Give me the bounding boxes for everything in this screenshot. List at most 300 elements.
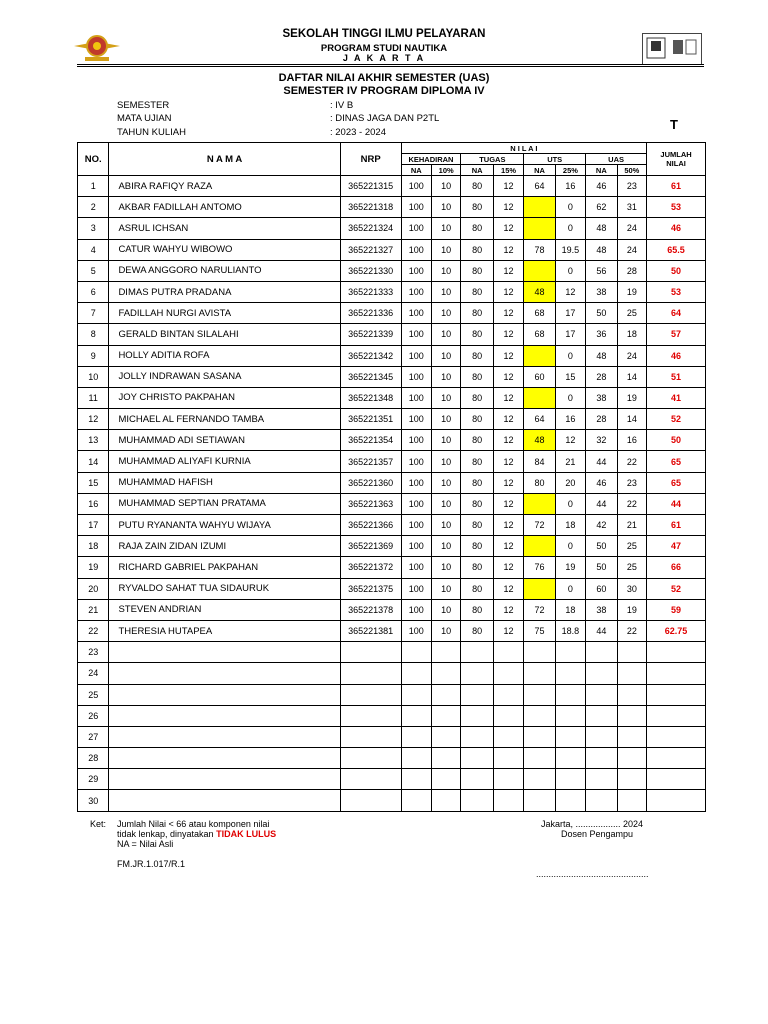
table-row xyxy=(78,260,706,281)
cell-uts-na xyxy=(524,536,555,557)
info-label-semester: SEMESTER xyxy=(117,100,170,111)
cell-kehadiran-na xyxy=(401,790,431,811)
cell-tugas-pct: 12 xyxy=(493,324,523,345)
cell-jumlah-nilai: 53 xyxy=(647,197,706,218)
cell-no: 15 xyxy=(78,472,109,493)
cell-kehadiran-na: 100 xyxy=(401,409,431,430)
info-value-tahun-kuliah: : 2023 - 2024 xyxy=(330,127,386,138)
cell-kehadiran-na: 100 xyxy=(401,197,431,218)
cell-nrp: 365221363 xyxy=(340,493,401,514)
cell-uas-na: 28 xyxy=(586,366,617,387)
cell-uts-na xyxy=(524,197,555,218)
cell-nrp: 365221372 xyxy=(340,557,401,578)
cell-tugas-na: 80 xyxy=(461,472,493,493)
cell-tugas-na xyxy=(461,748,493,769)
cell-tugas-na: 80 xyxy=(461,197,493,218)
cell-uas-pct: 16 xyxy=(617,430,647,451)
cell-tugas-pct: 12 xyxy=(493,239,523,260)
cell-no: 7 xyxy=(78,303,109,324)
header-nama: N A M A xyxy=(109,143,340,176)
cell-uas-pct: 25 xyxy=(617,536,647,557)
cell-tugas-pct: 12 xyxy=(493,493,523,514)
cell-tugas-na: 80 xyxy=(461,345,493,366)
cell-tugas-pct xyxy=(493,663,523,684)
cell-nrp: 365221354 xyxy=(340,430,401,451)
cell-tugas-pct xyxy=(493,684,523,705)
cell-nrp: 365221366 xyxy=(340,515,401,536)
cell-no: 6 xyxy=(78,281,109,302)
header-nilai-label: NILAI xyxy=(666,159,686,168)
cell-kehadiran-na xyxy=(401,684,431,705)
cell-jumlah-nilai: 52 xyxy=(647,578,706,599)
cell-kehadiran-pct: 10 xyxy=(431,620,460,641)
footer-note-2-text: tidak lenkap, dinyatakan xyxy=(117,829,217,839)
cell-tugas-pct: 12 xyxy=(493,472,523,493)
cell-tugas-pct xyxy=(493,642,523,663)
cell-uas-pct: 31 xyxy=(617,197,647,218)
cell-no: 17 xyxy=(78,515,109,536)
cell-uas-na: 50 xyxy=(586,303,617,324)
header-tugas: TUGAS xyxy=(461,154,524,165)
institution-name: SEKOLAH TINGGI ILMU PELAYARAN xyxy=(282,28,486,40)
cell-kehadiran-na: 100 xyxy=(401,599,431,620)
cell-uts-pct: 0 xyxy=(555,218,585,239)
cell-uas-pct: 22 xyxy=(617,451,647,472)
cell-uts-pct: 16 xyxy=(555,409,585,430)
header-uas: UAS xyxy=(586,154,647,165)
cell-jumlah-nilai xyxy=(647,748,706,769)
header-pct-15: 15% xyxy=(493,165,523,176)
cell-tugas-pct xyxy=(493,726,523,747)
program-name: PROGRAM STUDI NAUTIKA xyxy=(320,43,448,54)
cell-uas-pct xyxy=(617,663,647,684)
cell-no: 11 xyxy=(78,387,109,408)
cell-nama xyxy=(109,748,340,769)
cell-no: 12 xyxy=(78,409,109,430)
cell-kehadiran-na: 100 xyxy=(401,345,431,366)
cell-nrp: 365221381 xyxy=(340,620,401,641)
cell-no: 28 xyxy=(78,748,109,769)
cell-tugas-na: 80 xyxy=(461,303,493,324)
cell-kehadiran-na xyxy=(401,726,431,747)
cell-kehadiran-pct xyxy=(431,748,460,769)
cell-no: 3 xyxy=(78,218,109,239)
cell-kehadiran-na xyxy=(401,748,431,769)
cell-uas-na: 28 xyxy=(586,409,617,430)
cell-no: 10 xyxy=(78,366,109,387)
cell-jumlah-nilai xyxy=(647,663,706,684)
cell-nama xyxy=(109,769,340,790)
table-row xyxy=(78,684,706,705)
cell-kehadiran-na: 100 xyxy=(401,430,431,451)
cell-nama xyxy=(109,684,340,705)
cell-uas-pct: 24 xyxy=(617,218,647,239)
cell-nama: CATUR WAHYU WIBOWO xyxy=(109,239,340,260)
cell-no: 27 xyxy=(78,726,109,747)
header-pct-10: 10% xyxy=(431,165,460,176)
cell-uts-na: 80 xyxy=(524,472,555,493)
cell-kehadiran-na: 100 xyxy=(401,515,431,536)
cell-uts-pct: 0 xyxy=(555,260,585,281)
cell-uts-pct xyxy=(555,684,585,705)
header-na: NA xyxy=(586,165,617,176)
header-na: NA xyxy=(524,165,555,176)
cell-tugas-pct: 12 xyxy=(493,260,523,281)
table-row xyxy=(78,176,706,197)
cell-uts-na: 68 xyxy=(524,303,555,324)
cell-kehadiran-pct: 10 xyxy=(431,303,460,324)
cell-jumlah-nilai: 44 xyxy=(647,493,706,514)
cell-kehadiran-pct: 10 xyxy=(431,409,460,430)
cell-uts-pct xyxy=(555,748,585,769)
cell-jumlah-nilai: 51 xyxy=(647,366,706,387)
cell-no: 26 xyxy=(78,705,109,726)
info-label-tahun-kuliah: TAHUN KULIAH xyxy=(117,127,186,138)
cell-nama: AKBAR FADILLAH ANTOMO xyxy=(109,197,340,218)
cell-uas-pct: 22 xyxy=(617,493,647,514)
cell-jumlah-nilai: 66 xyxy=(647,557,706,578)
cell-uas-pct: 23 xyxy=(617,176,647,197)
cell-tugas-pct: 12 xyxy=(493,578,523,599)
cell-kehadiran-na: 100 xyxy=(401,176,431,197)
header-divider xyxy=(77,64,704,65)
table-row xyxy=(78,451,706,472)
cell-tugas-pct: 12 xyxy=(493,451,523,472)
cell-no: 13 xyxy=(78,430,109,451)
cell-jumlah-nilai: 61 xyxy=(647,515,706,536)
cell-nama: PUTU RYANANTA WAHYU WIJAYA xyxy=(109,515,340,536)
table-row xyxy=(78,620,706,641)
cell-jumlah-nilai: 47 xyxy=(647,536,706,557)
cell-uas-pct: 19 xyxy=(617,599,647,620)
cell-nrp xyxy=(340,684,401,705)
cell-uas-na: 48 xyxy=(586,218,617,239)
cell-uts-pct: 0 xyxy=(555,387,585,408)
cell-kehadiran-na: 100 xyxy=(401,493,431,514)
cell-uas-pct: 24 xyxy=(617,345,647,366)
cell-nama xyxy=(109,663,340,684)
cell-uas-na: 62 xyxy=(586,197,617,218)
cell-jumlah-nilai: 52 xyxy=(647,409,706,430)
cell-tugas-pct: 12 xyxy=(493,430,523,451)
cell-no: 16 xyxy=(78,493,109,514)
header-pct-25: 25% xyxy=(555,165,585,176)
cell-kehadiran-pct xyxy=(431,769,460,790)
cell-tugas-pct xyxy=(493,748,523,769)
cell-nama: THERESIA HUTAPEA xyxy=(109,620,340,641)
cell-uas-pct: 25 xyxy=(617,557,647,578)
table-row xyxy=(78,748,706,769)
cell-nama: MUHAMMAD HAFISH xyxy=(109,472,340,493)
cell-nrp xyxy=(340,663,401,684)
cell-kehadiran-na: 100 xyxy=(401,239,431,260)
cell-uts-pct: 18 xyxy=(555,599,585,620)
cell-uas-na: 38 xyxy=(586,387,617,408)
cell-nama xyxy=(109,705,340,726)
cell-uts-na xyxy=(524,578,555,599)
cell-kehadiran-na: 100 xyxy=(401,324,431,345)
cell-uas-na xyxy=(586,726,617,747)
footer-note-1: Jumlah Nilai < 66 atau komponen nilai xyxy=(117,819,270,829)
cell-tugas-pct: 12 xyxy=(493,345,523,366)
info-value-mata-ujian: : DINAS JAGA DAN P2TL xyxy=(330,113,440,124)
table-row xyxy=(78,642,706,663)
cell-jumlah-nilai xyxy=(647,790,706,811)
place-date: Jakarta, .................. 2024 xyxy=(541,819,644,829)
cell-tugas-na: 80 xyxy=(461,176,493,197)
cell-kehadiran-na: 100 xyxy=(401,387,431,408)
cell-jumlah-nilai xyxy=(647,705,706,726)
cell-jumlah-nilai: 50 xyxy=(647,260,706,281)
table-row xyxy=(78,303,706,324)
cell-jumlah-nilai: 53 xyxy=(647,281,706,302)
cell-uas-pct xyxy=(617,769,647,790)
footer-note-3: NA = Nilai Asli xyxy=(117,839,174,849)
cell-uas-pct: 25 xyxy=(617,303,647,324)
cell-tugas-pct: 12 xyxy=(493,366,523,387)
cell-uts-na xyxy=(524,705,555,726)
cell-tugas-na: 80 xyxy=(461,620,493,641)
grades-table xyxy=(77,142,706,812)
cell-nrp: 365221339 xyxy=(340,324,401,345)
cell-tugas-na xyxy=(461,769,493,790)
cell-tugas-na xyxy=(461,642,493,663)
cell-kehadiran-na: 100 xyxy=(401,557,431,578)
cell-uts-pct: 18 xyxy=(555,515,585,536)
cell-kehadiran-pct: 10 xyxy=(431,176,460,197)
cell-kehadiran-pct: 10 xyxy=(431,260,460,281)
cell-uts-na xyxy=(524,642,555,663)
cell-kehadiran-pct: 10 xyxy=(431,324,460,345)
cell-no: 23 xyxy=(78,642,109,663)
cell-no: 22 xyxy=(78,620,109,641)
cell-nama: FADILLAH NURGI AVISTA xyxy=(109,303,340,324)
cell-no: 21 xyxy=(78,599,109,620)
cell-nama: ASRUL ICHSAN xyxy=(109,218,340,239)
cell-tugas-pct xyxy=(493,790,523,811)
cell-kehadiran-pct: 10 xyxy=(431,536,460,557)
cell-uts-na: 48 xyxy=(524,281,555,302)
cell-tugas-pct: 12 xyxy=(493,536,523,557)
cell-no: 25 xyxy=(78,684,109,705)
cell-uts-pct: 0 xyxy=(555,197,585,218)
cell-no: 2 xyxy=(78,197,109,218)
cell-uts-na xyxy=(524,345,555,366)
cell-kehadiran-pct xyxy=(431,642,460,663)
cell-uts-na xyxy=(524,748,555,769)
cell-uas-na: 42 xyxy=(586,515,617,536)
cell-tugas-na: 80 xyxy=(461,281,493,302)
cell-nama: JOLLY INDRAWAN SASANA xyxy=(109,366,340,387)
cell-uas-na xyxy=(586,642,617,663)
cell-uts-na: 48 xyxy=(524,430,555,451)
mark-letter: T xyxy=(670,117,678,132)
cell-nrp: 365221333 xyxy=(340,281,401,302)
cell-uts-na xyxy=(524,493,555,514)
cell-kehadiran-na xyxy=(401,705,431,726)
cell-uts-na xyxy=(524,790,555,811)
cell-tugas-na xyxy=(461,663,493,684)
table-row xyxy=(78,366,706,387)
cell-uts-pct: 12 xyxy=(555,281,585,302)
cell-jumlah-nilai: 62.75 xyxy=(647,620,706,641)
cell-uas-pct: 23 xyxy=(617,472,647,493)
cell-kehadiran-pct: 10 xyxy=(431,493,460,514)
table-row xyxy=(78,705,706,726)
table-row xyxy=(78,493,706,514)
cell-jumlah-nilai: 59 xyxy=(647,599,706,620)
cell-jumlah-nilai xyxy=(647,642,706,663)
cell-nrp: 365221315 xyxy=(340,176,401,197)
cell-tugas-pct: 12 xyxy=(493,218,523,239)
header-nrp: NRP xyxy=(340,143,401,176)
cell-uas-na: 50 xyxy=(586,536,617,557)
table-row xyxy=(78,578,706,599)
cell-nama: STEVEN ANDRIAN xyxy=(109,599,340,620)
cell-jumlah-nilai: 57 xyxy=(647,324,706,345)
footer-note-2 xyxy=(117,829,276,839)
cell-jumlah-nilai: 65 xyxy=(647,472,706,493)
cell-uas-na: 32 xyxy=(586,430,617,451)
cell-uts-na: 72 xyxy=(524,515,555,536)
cell-uts-na xyxy=(524,663,555,684)
info-value-semester: : IV B xyxy=(330,100,354,111)
cell-nrp xyxy=(340,642,401,663)
table-row xyxy=(78,536,706,557)
cell-jumlah-nilai xyxy=(647,684,706,705)
cell-kehadiran-pct xyxy=(431,684,460,705)
cell-uas-pct: 22 xyxy=(617,620,647,641)
table-row xyxy=(78,324,706,345)
cell-jumlah-nilai: 65.5 xyxy=(647,239,706,260)
cell-jumlah-nilai: 65 xyxy=(647,451,706,472)
cell-tugas-na: 80 xyxy=(461,493,493,514)
cell-kehadiran-pct xyxy=(431,790,460,811)
cell-kehadiran-na xyxy=(401,642,431,663)
cell-uas-na xyxy=(586,769,617,790)
cell-tugas-na: 80 xyxy=(461,578,493,599)
cell-no: 20 xyxy=(78,578,109,599)
cell-uts-na: 76 xyxy=(524,557,555,578)
cell-uas-pct xyxy=(617,726,647,747)
cell-tugas-na xyxy=(461,726,493,747)
cell-uts-na xyxy=(524,726,555,747)
cell-nama: MICHAEL AL FERNANDO TAMBA xyxy=(109,409,340,430)
cell-nrp: 365221342 xyxy=(340,345,401,366)
cell-nama: JOY CHRISTO PAKPAHAN xyxy=(109,387,340,408)
cell-uts-na xyxy=(524,769,555,790)
cell-uas-pct: 30 xyxy=(617,578,647,599)
cell-nama: ABIRA RAFIQY RAZA xyxy=(109,176,340,197)
cell-kehadiran-na: 100 xyxy=(401,578,431,599)
header-na: NA xyxy=(401,165,431,176)
cell-uts-na: 72 xyxy=(524,599,555,620)
city-name: J A K A R T A xyxy=(342,53,426,63)
cell-uts-pct: 20 xyxy=(555,472,585,493)
cell-tugas-na: 80 xyxy=(461,324,493,345)
cell-uas-pct: 28 xyxy=(617,260,647,281)
cell-uas-pct: 19 xyxy=(617,387,647,408)
cell-nama: RICHARD GABRIEL PAKPAHAN xyxy=(109,557,340,578)
cell-jumlah-nilai xyxy=(647,769,706,790)
cell-nrp: 365221345 xyxy=(340,366,401,387)
cell-nrp: 365221360 xyxy=(340,472,401,493)
cell-uas-na: 38 xyxy=(586,281,617,302)
cell-uts-na: 75 xyxy=(524,620,555,641)
table-row xyxy=(78,345,706,366)
cell-uas-pct xyxy=(617,684,647,705)
cell-tugas-na xyxy=(461,684,493,705)
cell-uts-pct: 0 xyxy=(555,578,585,599)
cell-kehadiran-pct: 10 xyxy=(431,451,460,472)
table-row xyxy=(78,599,706,620)
cell-tugas-na: 80 xyxy=(461,218,493,239)
table-row xyxy=(78,726,706,747)
cell-kehadiran-na xyxy=(401,663,431,684)
cell-uas-na: 44 xyxy=(586,493,617,514)
cell-tugas-pct: 12 xyxy=(493,176,523,197)
cell-tugas-na: 80 xyxy=(461,430,493,451)
table-row xyxy=(78,197,706,218)
cell-nama: HOLLY ADITIA ROFA xyxy=(109,345,340,366)
cell-jumlah-nilai: 41 xyxy=(647,387,706,408)
cell-kehadiran-pct: 10 xyxy=(431,218,460,239)
cell-no: 8 xyxy=(78,324,109,345)
info-label-mata-ujian: MATA UJIAN xyxy=(117,113,172,124)
cell-kehadiran-pct: 10 xyxy=(431,345,460,366)
cell-uas-na: 60 xyxy=(586,578,617,599)
cell-kehadiran-na: 100 xyxy=(401,260,431,281)
cell-nrp: 365221369 xyxy=(340,536,401,557)
cell-kehadiran-na: 100 xyxy=(401,451,431,472)
cell-tugas-na: 80 xyxy=(461,557,493,578)
cell-kehadiran-pct: 10 xyxy=(431,599,460,620)
cell-tugas-na: 80 xyxy=(461,409,493,430)
cell-nama: DIMAS PUTRA PRADANA xyxy=(109,281,340,302)
table-row xyxy=(78,430,706,451)
cell-kehadiran-pct: 10 xyxy=(431,557,460,578)
cell-uts-pct xyxy=(555,769,585,790)
cell-tugas-na: 80 xyxy=(461,366,493,387)
table-row xyxy=(78,387,706,408)
cell-jumlah-nilai: 46 xyxy=(647,218,706,239)
header-jumlah: JUMLAH xyxy=(660,150,692,159)
header-nilai: N I L A I xyxy=(401,143,647,154)
cell-kehadiran-pct: 10 xyxy=(431,430,460,451)
tidak-lulus-label: TIDAK LULUS xyxy=(216,829,277,839)
cell-nama: RYVALDO SAHAT TUA SIDAURUK xyxy=(109,578,340,599)
cell-nrp xyxy=(340,705,401,726)
cell-no: 24 xyxy=(78,663,109,684)
cell-tugas-pct xyxy=(493,769,523,790)
cell-tugas-na: 80 xyxy=(461,599,493,620)
cell-no: 1 xyxy=(78,176,109,197)
cell-kehadiran-pct xyxy=(431,726,460,747)
cell-nrp xyxy=(340,769,401,790)
cell-uas-na: 50 xyxy=(586,557,617,578)
cell-tugas-pct: 12 xyxy=(493,515,523,536)
cell-nrp: 365221351 xyxy=(340,409,401,430)
cell-no: 9 xyxy=(78,345,109,366)
cell-uts-pct: 0 xyxy=(555,536,585,557)
cell-kehadiran-na: 100 xyxy=(401,620,431,641)
cell-jumlah-nilai: 64 xyxy=(647,303,706,324)
cell-tugas-na: 80 xyxy=(461,515,493,536)
cell-nrp: 365221330 xyxy=(340,260,401,281)
cell-uas-na xyxy=(586,705,617,726)
cell-kehadiran-pct: 10 xyxy=(431,387,460,408)
cell-nrp xyxy=(340,726,401,747)
